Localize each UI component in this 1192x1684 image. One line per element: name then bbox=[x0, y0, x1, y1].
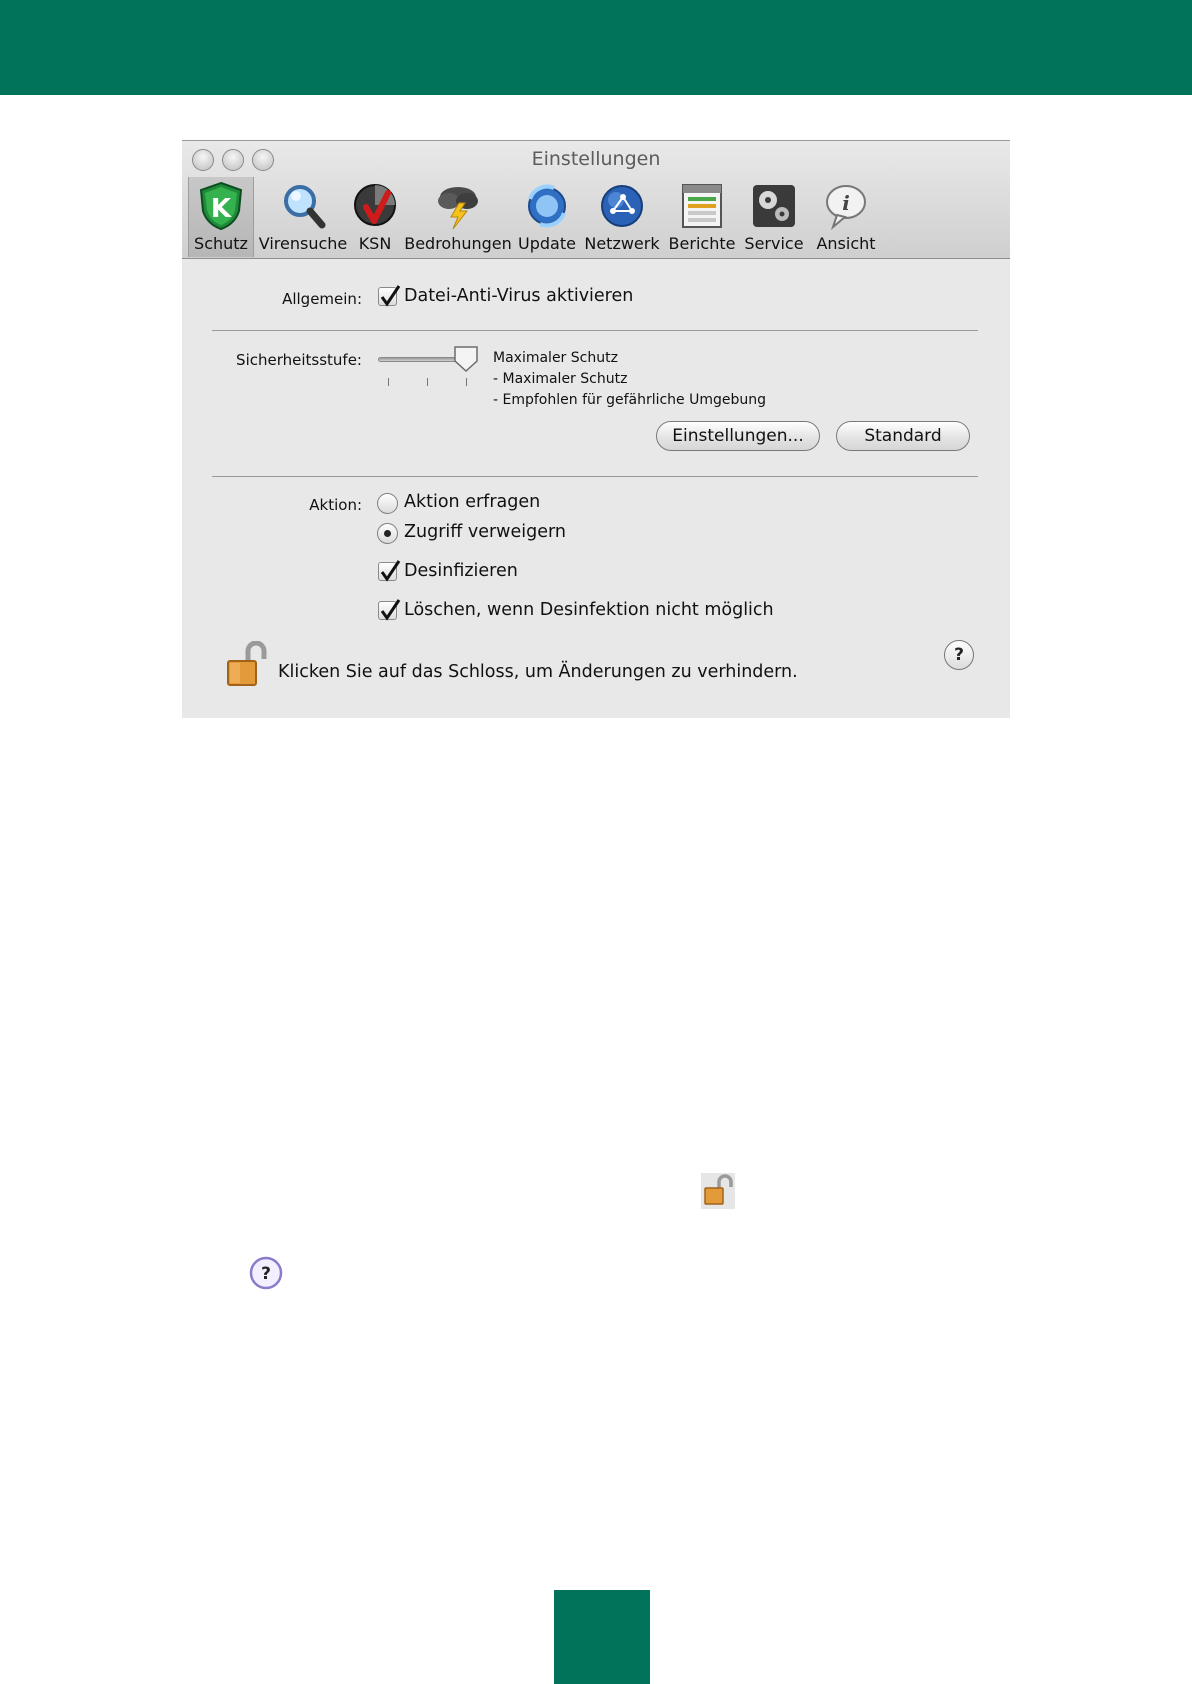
delete-checkbox[interactable] bbox=[378, 601, 397, 620]
magnifier-icon bbox=[280, 181, 326, 231]
help-button[interactable]: ? bbox=[944, 640, 974, 670]
security-level-desc-2: - Empfohlen für gefährliche Umgebung bbox=[493, 392, 767, 408]
checkmark-icon bbox=[378, 283, 402, 309]
security-level-label: Sicherheitsstufe: bbox=[236, 351, 362, 369]
action-label: Aktion: bbox=[309, 496, 362, 514]
shield-k-icon bbox=[198, 181, 244, 231]
tab-berichte[interactable] bbox=[666, 177, 738, 257]
tab-ksn-label: KSN bbox=[358, 234, 392, 253]
radio-ask-action-label: Aktion erfragen bbox=[404, 492, 541, 512]
svg-text:i: i bbox=[842, 191, 850, 215]
network-globe-icon bbox=[599, 181, 645, 231]
help-circle-icon bbox=[249, 1256, 283, 1290]
security-level-desc-1: - Maximaler Schutz bbox=[493, 371, 628, 387]
tab-service-label: Service bbox=[744, 234, 804, 253]
tab-ksn[interactable] bbox=[352, 177, 398, 257]
slider-tick bbox=[388, 378, 389, 386]
tab-bedrohungen[interactable] bbox=[404, 177, 512, 257]
svg-text:K: K bbox=[210, 194, 232, 224]
window-title: Einstellungen bbox=[531, 148, 661, 170]
page-header-bar bbox=[0, 0, 1192, 95]
tab-ansicht-label: Ansicht bbox=[816, 234, 876, 253]
tab-service[interactable] bbox=[740, 177, 808, 257]
slider-thumb[interactable] bbox=[453, 345, 481, 373]
settings-button[interactable]: Einstellungen... bbox=[656, 421, 820, 451]
slider-tick bbox=[466, 378, 467, 386]
separator bbox=[212, 330, 978, 331]
toolbar bbox=[182, 141, 1010, 259]
delete-checkbox-label: Löschen, wenn Desinfektion nicht möglich bbox=[404, 600, 774, 620]
disinfect-checkbox[interactable] bbox=[378, 562, 397, 581]
lock-open-icon[interactable] bbox=[226, 641, 268, 689]
radio-ask-action[interactable] bbox=[377, 493, 398, 514]
checkmark-icon bbox=[378, 597, 402, 623]
info-bubble-icon bbox=[823, 181, 869, 231]
tab-update[interactable] bbox=[516, 177, 578, 257]
tab-ansicht[interactable] bbox=[812, 177, 880, 257]
tab-bedrohungen-label: Bedrohungen bbox=[404, 234, 512, 253]
radio-selected-dot bbox=[384, 530, 391, 537]
settings-window bbox=[182, 140, 1010, 718]
tab-berichte-label: Berichte bbox=[668, 234, 736, 253]
tab-netzwerk[interactable] bbox=[582, 177, 662, 257]
slider-tick bbox=[427, 378, 428, 386]
gears-icon bbox=[751, 181, 797, 231]
tab-update-label: Update bbox=[518, 234, 576, 253]
tab-schutz-label: Schutz bbox=[194, 234, 248, 253]
tab-netzwerk-label: Netzwerk bbox=[584, 234, 660, 253]
disinfect-checkbox-label: Desinfizieren bbox=[404, 561, 518, 581]
lock-hint-text: Klicken Sie auf das Schloss, um Änderungen zu verhindern. bbox=[278, 662, 798, 682]
radio-deny-access[interactable] bbox=[377, 523, 398, 544]
general-label: Allgemein: bbox=[282, 290, 362, 308]
lock-open-icon bbox=[701, 1173, 735, 1209]
security-level-title: Maximaler Schutz bbox=[493, 350, 618, 366]
help-circle-glyph: ? bbox=[261, 1264, 271, 1284]
storm-cloud-icon bbox=[433, 181, 483, 231]
report-icon bbox=[679, 181, 725, 231]
radio-deny-access-label: Zugriff verweigern bbox=[404, 522, 566, 542]
checkmark-icon bbox=[378, 558, 402, 584]
tab-virensuche-label: Virensuche bbox=[258, 234, 348, 253]
anti-virus-checkbox[interactable] bbox=[378, 287, 397, 306]
tab-virensuche[interactable] bbox=[258, 177, 348, 257]
tab-schutz[interactable] bbox=[188, 177, 254, 257]
default-button[interactable]: Standard bbox=[836, 421, 970, 451]
page-footer-tab bbox=[554, 1590, 650, 1684]
ksn-icon bbox=[352, 181, 398, 231]
separator bbox=[212, 476, 978, 477]
update-globe-icon bbox=[524, 181, 570, 231]
anti-virus-checkbox-label: Datei-Anti-Virus aktivieren bbox=[404, 286, 634, 306]
